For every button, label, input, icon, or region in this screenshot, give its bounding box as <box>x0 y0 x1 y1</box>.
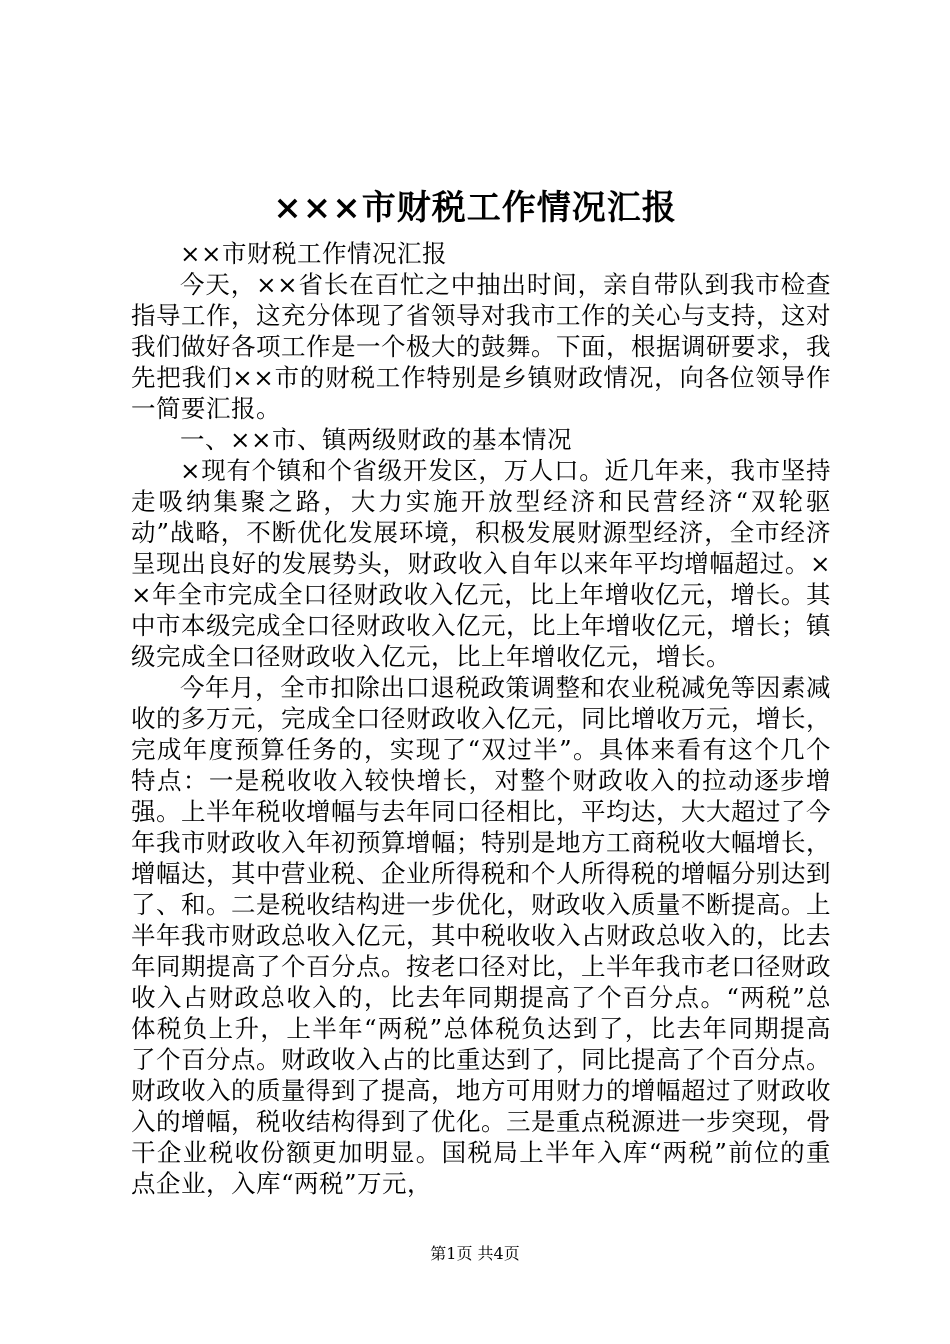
document-title: ×××市财税工作情况汇报 <box>273 188 677 228</box>
page-number-footer: 第1页 共4页 <box>430 1244 520 1263</box>
section-heading: 一、××市、镇两级财政的基本情况 <box>180 425 573 454</box>
basic-situation-paragraph: ×现有个镇和个省级开发区，万人口。近几年来，我市坚持走吸纳集聚之路，大力实施开放型经济和民营经济“双轮驱动”战略，不断优化发展环境，积极发展财源型经济，全市经济呈现出良好的发展势头，财政收入自年以来年平均增幅超过。××年全市完成全口径财政收入亿元，比上年增收亿元，增长。其中市本级完成全口径财政收入亿元，比上年增收亿元，增长；镇级完成全口径财政收入亿元，比上年增收亿元，增长。 <box>131 456 831 671</box>
intro-paragraph: 今天，××省长在百忙之中抽出时间，亲自带队到我市检查指导工作，这充分体现了省领导对我市工作的关心与支持，这对我们做好各项工作是一个极大的鼓舞。下面，根据调研要求，我先把我们××市的财税工作特别是乡镇财政情况，向各位领导作一简要汇报。 <box>131 270 831 423</box>
subtitle-paragraph: ××市财税工作情况汇报 <box>180 239 448 268</box>
document-body <box>131 238 831 1199</box>
current-year-paragraph: 今年月，全市扣除出口退税政策调整和农业税减免等因素减收的多万元，完成全口径财政收入亿元，同比增收万元，增长，完成年度预算任务的，实现了“双过半”。具体来看有这个几个特点：一是税收收入较快增长，对整个财政收入的拉动逐步增强。上半年税收增幅与去年同口径相比，平均达，大大超过了今年我市财政收入年初预算增幅；特别是地方工商税收大幅增长，增幅达，其中营业税、企业所得税和个人所得税的增幅分别达到了、和。二是税收结构进一步优化，财政收入质量不断提高。上半年我市财政总收入亿元，其中税收收入占财政总收入的，比去年同期提高了个百分点。按老口径对比，上半年我市老口径财政收入占财政总收入的，比去年同期提高了个百分点。“两税”总体税负上升，上半年“两税”总体税负达到了，比去年同期提高了个百分点。财政收入占的比重达到了，同比提高了个百分点。财政收入的质量得到了提高，地方可用财力的增幅超过了财政收入的增幅，税收结构得到了优化。三是重点税源进一步突现，骨干企业税收份额更加明显。国税局上半年入库“两税”前位的重点企业，入库“两税”万元， <box>131 673 831 1198</box>
